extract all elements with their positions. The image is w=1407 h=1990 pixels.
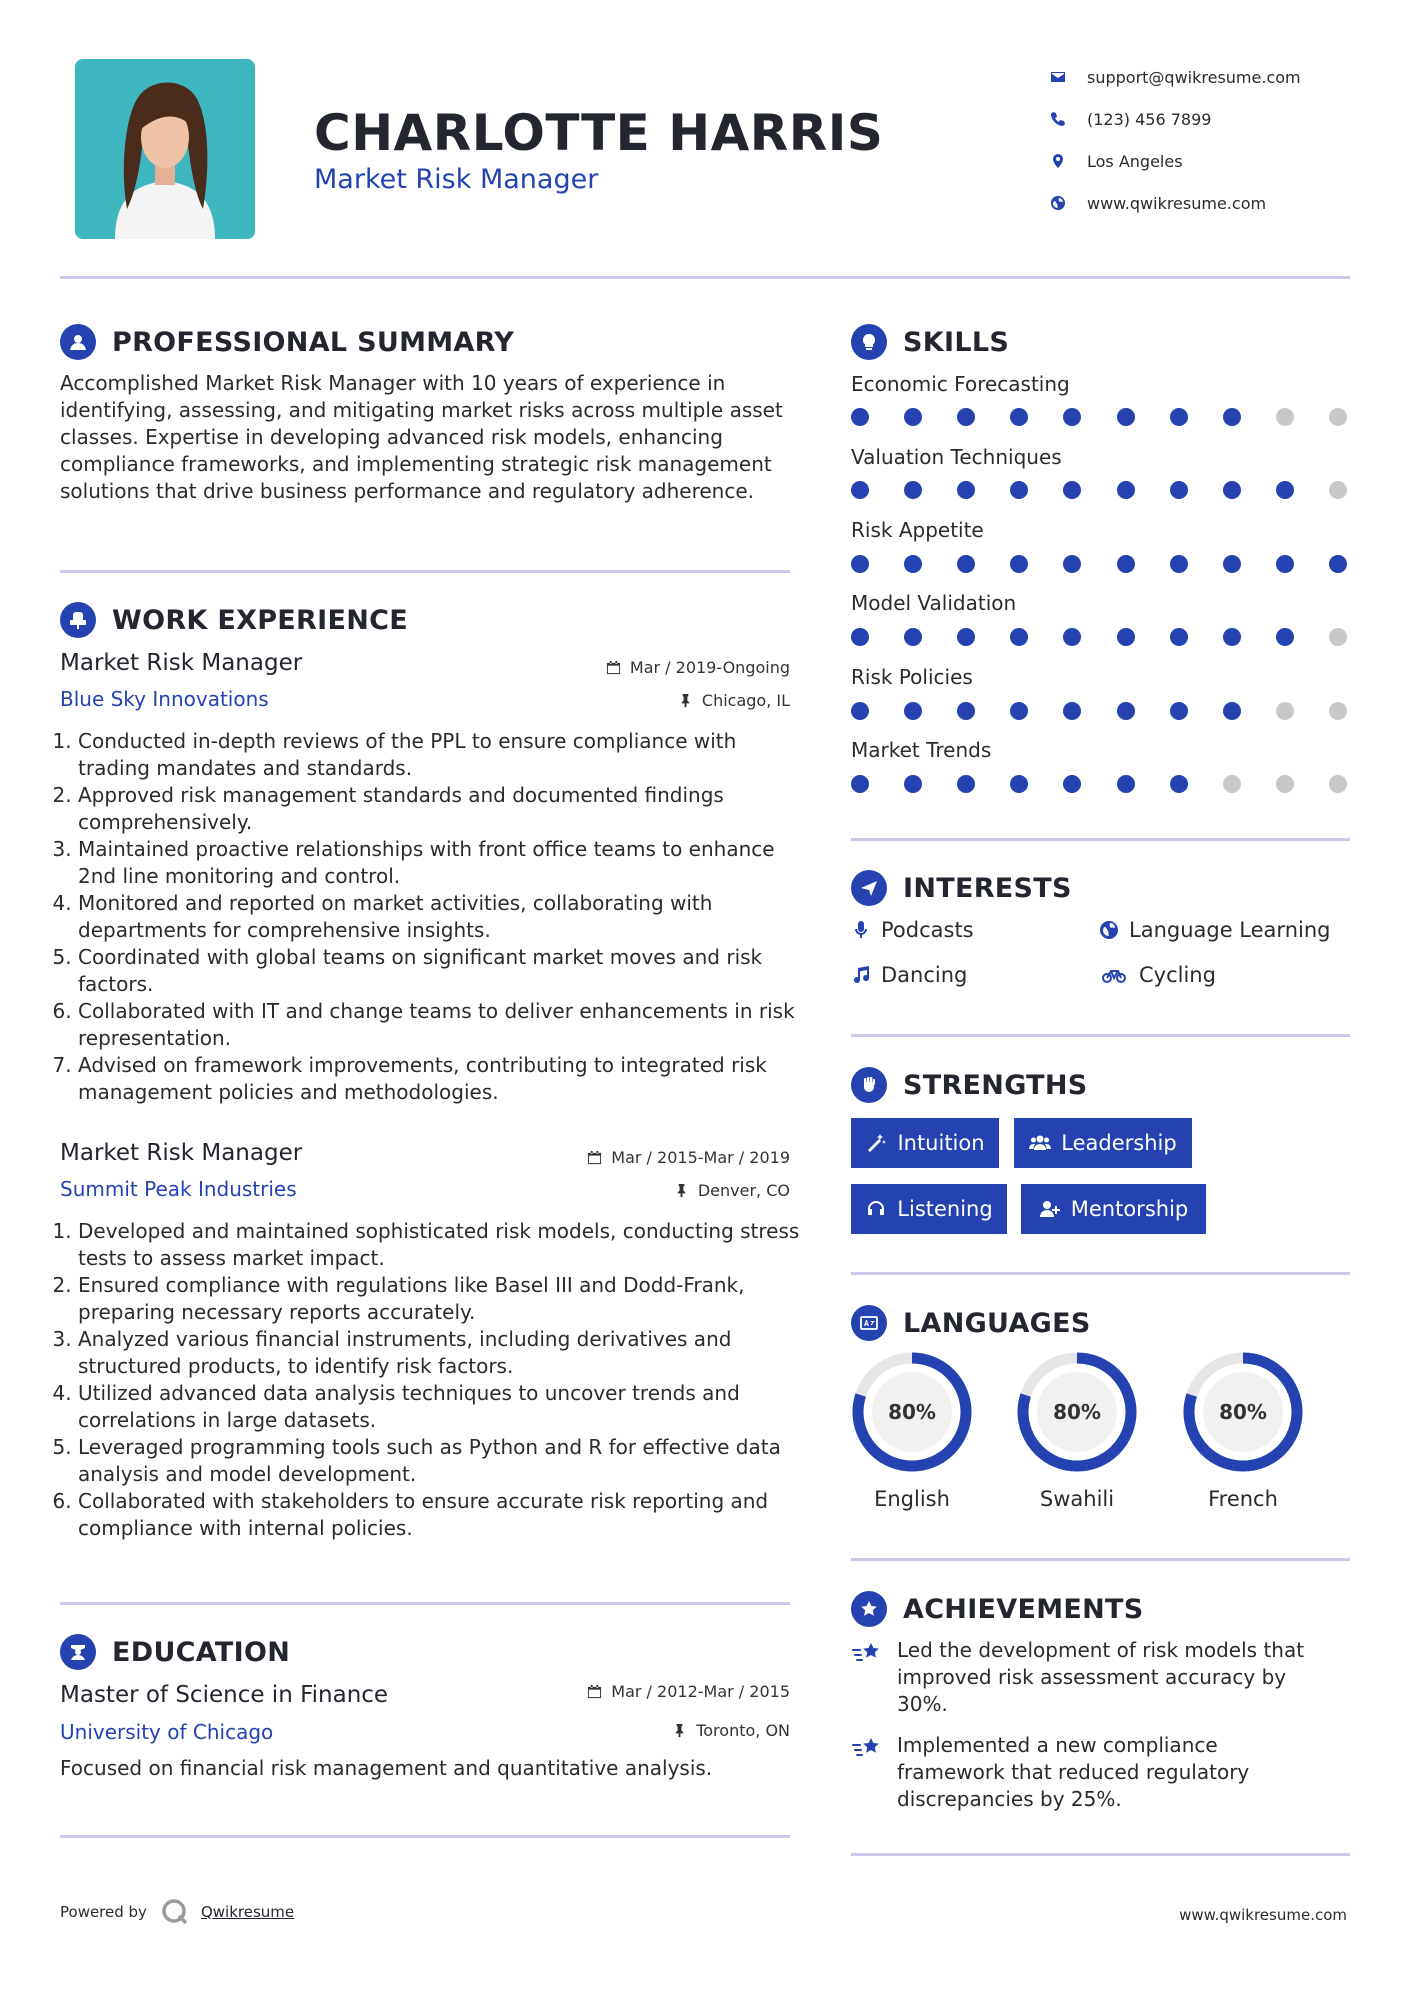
rating-dot-filled [957, 628, 975, 646]
job-2-date-text: Mar / 2015-Mar / 2019 [611, 1148, 790, 1167]
language-ring [1015, 1350, 1139, 1474]
language-name: French [1208, 1487, 1278, 1511]
powered-by-text: Powered by [60, 1903, 147, 1921]
achievements-title: ACHIEVEMENTS [903, 1593, 1144, 1625]
rating-dot-filled [1117, 408, 1135, 426]
rating-dot-filled [1170, 481, 1188, 499]
education-date [587, 1682, 790, 1701]
contact-phone[interactable] [1050, 98, 1301, 140]
rating-dot-filled [1010, 628, 1028, 646]
candidate-name: CHARLOTTE HARRIS [314, 104, 884, 162]
education-degree: Master of Science in Finance [60, 1682, 389, 1708]
work-title: WORK EXPERIENCE [112, 604, 408, 636]
rating-dot-filled [1170, 702, 1188, 720]
job-1-company: Blue Sky Innovations [60, 687, 269, 711]
rating-dot-empty [1329, 408, 1347, 426]
pushpin-icon [678, 693, 693, 708]
education-location-text: Toronto, ON [696, 1721, 790, 1740]
skill-name: Risk Policies [851, 665, 973, 689]
rating-dot-filled [1063, 481, 1081, 499]
rating-dot-filled [957, 555, 975, 573]
contact-phone-text: (123) 456 7899 [1087, 109, 1212, 129]
candidate-role: Market Risk Manager [314, 164, 599, 195]
contact-email-text: support@qwikresume.com [1087, 67, 1301, 87]
work-heading [60, 602, 408, 638]
skill-rating [851, 481, 1351, 501]
rating-dot-empty [1276, 408, 1294, 426]
skills-heading [851, 324, 1009, 360]
strengths-title: STRENGTHS [903, 1069, 1088, 1101]
contact-website[interactable] [1050, 182, 1301, 224]
education-heading [60, 1634, 290, 1670]
rating-dot-filled [1117, 481, 1135, 499]
shooting-star-icon [851, 1734, 883, 1762]
list-item: 6. Collaborated with stakeholders to ensure accurate risk reporting and compliance with internal policies. [78, 1488, 800, 1542]
map-pin-icon [1050, 153, 1087, 169]
skills-divider [851, 838, 1350, 841]
languages-heading [851, 1305, 1091, 1341]
music-note-icon [851, 965, 871, 985]
interest-item [851, 918, 974, 942]
header-divider [60, 276, 1350, 279]
qwikresume-logo-icon [161, 1898, 189, 1926]
briefcase-icon [60, 602, 96, 638]
rating-dot-empty [1276, 702, 1294, 720]
skill-name: Model Validation [851, 591, 1017, 615]
language-ring [850, 1350, 974, 1474]
paper-plane-icon [851, 870, 887, 906]
interests-title: INTERESTS [903, 872, 1072, 904]
education-school: University of Chicago [60, 1720, 274, 1744]
contact-email[interactable] [1050, 56, 1301, 98]
strengths-divider [851, 1272, 1350, 1275]
rating-dot-filled [1063, 628, 1081, 646]
rating-dot-filled [904, 775, 922, 793]
list-item: 4. Utilized advanced data analysis techniques to uncover trends and correlations in large datasets. [78, 1380, 800, 1434]
rating-dot-filled [957, 408, 975, 426]
rating-dot-filled [1063, 408, 1081, 426]
skills-title: SKILLS [903, 326, 1010, 358]
rating-dot-filled [1223, 555, 1241, 573]
graduation-icon [60, 1634, 96, 1670]
rating-dot-filled [1117, 555, 1135, 573]
achievements-heading [851, 1591, 1144, 1627]
education-description: Focused on financial risk management and quantitative analysis. [60, 1756, 713, 1780]
language-icon [851, 1305, 887, 1341]
list-item: 5. Coordinated with global teams on significant market moves and risk factors. [78, 944, 800, 998]
interest-item [851, 963, 967, 987]
rating-dot-filled [1010, 481, 1028, 499]
contact-location [1050, 140, 1301, 182]
rating-dot-filled [1010, 702, 1028, 720]
rating-dot-filled [1063, 702, 1081, 720]
list-item: 1. Conducted in-depth reviews of the PPL to ensure compliance with trading mandates and standards. [78, 728, 800, 782]
magic-wand-icon [865, 1132, 887, 1154]
rating-dot-filled [1117, 628, 1135, 646]
shooting-star-icon [851, 1639, 883, 1667]
list-item: 3. Analyzed various financial instruments, including derivatives and structured products, to identify risk factors. [78, 1326, 800, 1380]
rating-dot-empty [1329, 702, 1347, 720]
envelope-icon [1050, 69, 1087, 85]
phone-icon [1050, 111, 1087, 127]
rating-dot-filled [1170, 555, 1188, 573]
strength-tag [1021, 1184, 1206, 1234]
job-2-location-text: Denver, CO [697, 1181, 790, 1200]
microphone-icon [851, 920, 871, 940]
list-item: 7. Advised on framework improvements, contributing to integrated risk management policies and methodologies. [78, 1052, 800, 1106]
job-1-date [606, 658, 790, 677]
job-1-date-text: Mar / 2019-Ongoing [629, 658, 790, 677]
skill-name: Risk Appetite [851, 518, 984, 542]
list-item: 4. Monitored and reported on market activities, collaborating with departments for comprehensive insights. [78, 890, 800, 944]
rating-dot-empty [1329, 481, 1347, 499]
strength-label: Listening [897, 1197, 993, 1221]
strength-tag [851, 1118, 999, 1168]
list-item: 3. Maintained proactive relationships with front office teams to enhance 2nd line monitoring and control. [78, 836, 800, 890]
rating-dot-filled [1170, 628, 1188, 646]
achievement-text: Led the development of risk models that improved risk assessment accuracy by 30%. [897, 1638, 1305, 1716]
job-2-title: Market Risk Manager [60, 1140, 303, 1166]
skill-name: Valuation Techniques [851, 445, 1062, 469]
skill-name: Economic Forecasting [851, 372, 1070, 396]
rating-dot-filled [1170, 775, 1188, 793]
bicycle-icon [1099, 965, 1129, 985]
rating-dot-filled [851, 555, 869, 573]
skill-rating [851, 702, 1351, 722]
skill-rating [851, 408, 1351, 428]
footer-powered-by [60, 1898, 294, 1926]
interest-label: Cycling [1139, 963, 1216, 987]
language-percent: 80% [1053, 1400, 1101, 1424]
contact-location-text: Los Angeles [1087, 151, 1183, 171]
raised-fist-icon [851, 1067, 887, 1103]
strengths-heading [851, 1067, 1088, 1103]
job-2-date [587, 1148, 790, 1167]
language-percent: 80% [1219, 1400, 1267, 1424]
language-percent: 80% [888, 1400, 936, 1424]
rating-dot-empty [1276, 775, 1294, 793]
rating-dot-empty [1329, 775, 1347, 793]
strength-label: Intuition [897, 1131, 985, 1155]
languages-title: LANGUAGES [903, 1307, 1091, 1339]
rating-dot-filled [957, 702, 975, 720]
interests-heading [851, 870, 1072, 906]
rating-dot-filled [1223, 408, 1241, 426]
strength-tag [1014, 1118, 1192, 1168]
rating-dot-filled [1117, 702, 1135, 720]
job-2-location [674, 1181, 790, 1200]
rating-dot-empty [1223, 775, 1241, 793]
language-name: Swahili [1039, 1487, 1115, 1511]
globe-icon [1050, 195, 1087, 211]
rating-dot-filled [1223, 702, 1241, 720]
qwikresume-link[interactable]: Qwikresume [200, 1903, 295, 1921]
rating-dot-filled [1276, 628, 1294, 646]
education-date-text: Mar / 2012-Mar / 2015 [611, 1682, 790, 1701]
summary-divider [60, 570, 790, 573]
summary-heading [60, 324, 514, 360]
rating-dot-filled [851, 628, 869, 646]
list-item: 1. Developed and maintained sophisticated risk models, conducting stress tests to assess market impact. [78, 1218, 800, 1272]
interest-item [1099, 963, 1216, 987]
job-1-bullets [60, 728, 800, 1106]
rating-dot-filled [1063, 555, 1081, 573]
calendar-icon [587, 1150, 602, 1165]
interest-label: Language Learning [1129, 918, 1331, 942]
rating-dot-filled [1223, 628, 1241, 646]
achievement-item [851, 1732, 1331, 1813]
job-2-company: Summit Peak Industries [60, 1177, 297, 1201]
rating-dot-filled [957, 775, 975, 793]
list-item: 5. Leveraged programming tools such as Python and R for effective data analysis and model development. [78, 1434, 800, 1488]
rating-dot-filled [904, 628, 922, 646]
job-1-title: Market Risk Manager [60, 650, 303, 676]
strength-tag [851, 1184, 1007, 1234]
rating-dot-filled [851, 702, 869, 720]
language-ring [1181, 1350, 1305, 1474]
job-2-bullets [60, 1218, 800, 1542]
calendar-icon [587, 1684, 602, 1699]
rating-dot-filled [1010, 775, 1028, 793]
user-icon [60, 324, 96, 360]
strength-label: Leadership [1061, 1131, 1177, 1155]
profile-photo [75, 59, 255, 239]
work-divider [60, 1602, 790, 1605]
footer-site[interactable]: www.qwikresume.com [1179, 1906, 1347, 1924]
user-plus-icon [1039, 1198, 1061, 1220]
education-divider [60, 1835, 790, 1838]
rating-dot-filled [1010, 408, 1028, 426]
rating-dot-filled [1063, 775, 1081, 793]
rating-dot-filled [1329, 555, 1347, 573]
rating-dot-filled [1276, 481, 1294, 499]
contact-website-text: www.qwikresume.com [1087, 193, 1267, 213]
interest-label: Dancing [881, 963, 968, 987]
calendar-icon [606, 660, 621, 675]
contact-list [1050, 56, 1301, 224]
rating-dot-filled [1223, 481, 1241, 499]
rating-dot-empty [1329, 628, 1347, 646]
rating-dot-filled [1170, 408, 1188, 426]
list-item: 6. Collaborated with IT and change teams to deliver enhancements in risk representation. [78, 998, 800, 1052]
users-icon [1029, 1132, 1051, 1154]
strength-label: Mentorship [1070, 1197, 1189, 1221]
education-title: EDUCATION [112, 1636, 291, 1668]
pushpin-icon [672, 1723, 687, 1738]
globe-icon [1099, 920, 1119, 940]
rating-dot-filled [904, 555, 922, 573]
headphones-icon [865, 1198, 887, 1220]
interest-item [1099, 918, 1330, 942]
skill-rating [851, 555, 1351, 575]
interest-label: Podcasts [881, 918, 974, 942]
achievement-text: Implemented a new compliance framework that reduced regulatory discrepancies by 25%. [897, 1733, 1250, 1811]
achievements-divider [851, 1853, 1350, 1856]
list-item: 2. Ensured compliance with regulations like Basel III and Dodd-Frank, preparing necessary reports accurately. [78, 1272, 800, 1326]
rating-dot-filled [904, 408, 922, 426]
pushpin-icon [674, 1183, 689, 1198]
skill-name: Market Trends [851, 738, 992, 762]
job-1-location [678, 691, 790, 710]
language-name: English [874, 1487, 950, 1511]
lightbulb-icon [851, 324, 887, 360]
rating-dot-filled [1276, 555, 1294, 573]
rating-dot-filled [851, 408, 869, 426]
skill-rating [851, 628, 1351, 648]
rating-dot-filled [1010, 555, 1028, 573]
rating-dot-filled [904, 481, 922, 499]
list-item: 2. Approved risk management standards and documented findings comprehensively. [78, 782, 800, 836]
rating-dot-filled [851, 481, 869, 499]
achievement-item [851, 1637, 1331, 1718]
languages-divider [851, 1558, 1350, 1561]
skill-rating [851, 775, 1351, 795]
summary-title: PROFESSIONAL SUMMARY [112, 326, 515, 358]
rating-dot-filled [904, 702, 922, 720]
rating-dot-filled [957, 481, 975, 499]
education-location [672, 1721, 790, 1740]
star-badge-icon [851, 1591, 887, 1627]
summary-text: Accomplished Market Risk Manager with 10 years of experience in identifying, assessing, and mitigating market risks across multiple asset classes. Expertise in developing advanced risk models, enhancing compliance frameworks, and implementing strategic risk management solutions that drive business performance and regulatory adherence. [60, 371, 783, 503]
rating-dot-filled [851, 775, 869, 793]
interests-divider [851, 1034, 1350, 1037]
rating-dot-filled [1117, 775, 1135, 793]
job-1-location-text: Chicago, IL [701, 691, 790, 710]
